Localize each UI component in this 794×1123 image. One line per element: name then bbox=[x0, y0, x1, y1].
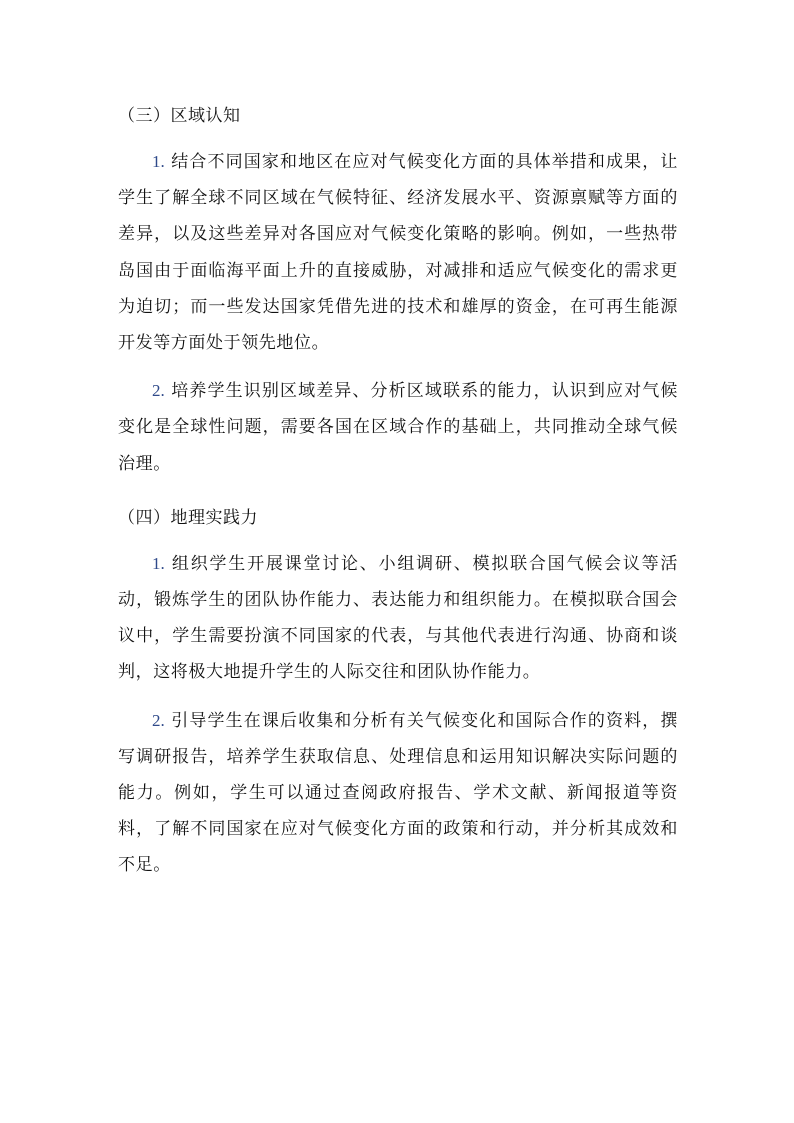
section-heading-geographic-practice: （四）地理实践力 bbox=[118, 507, 258, 528]
paragraph-text: 结合不同国家和地区在应对气候变化方面的具体举措和成果，让学生了解全球不同区域在气候特征、经济发展水平、资源禀赋等方面的差异，以及这些差异对各国应对气候变化策略的影响。例如，一些热带岛国由于面临海平面上升的直接威胁，对减排和适应气候变化的需求更为迫切；而一些发达国家凭借先进的技术和雄厚的资金，在可再生能源开发等方面处于领先地位。 bbox=[118, 152, 678, 354]
list-number: 1. bbox=[152, 152, 165, 171]
paragraph-practice-1 bbox=[118, 546, 678, 691]
paragraph-regional-1 bbox=[118, 144, 678, 361]
section-heading-regional-cognition: （三）区域认知 bbox=[118, 106, 241, 126]
paragraph-practice-2 bbox=[118, 703, 678, 884]
list-number: 1. bbox=[152, 553, 165, 573]
paragraph-text: 培养学生识别区域差异、分析区域联系的能力，认识到应对气候变化是全球性问题，需要各国在区域合作的基础上，共同推动全球气候治理。 bbox=[118, 381, 678, 474]
list-number: 2. bbox=[152, 381, 165, 401]
paragraph-regional-2 bbox=[118, 373, 678, 482]
paragraph-text: 组织学生开展课堂讨论、小组调研、模拟联合国气候会议等活动，锻炼学生的团队协作能力、表达能力和组织能力。在模拟联合国会议中，学生需要扮演不同国家的代表，与其他代表进行沟通、协商和谈判，这将极大地提升学生的人际交往和团队协作能力。 bbox=[118, 553, 678, 683]
list-number: 2. bbox=[152, 710, 165, 730]
paragraph-text: 引导学生在课后收集和分析有关气候变化和国际合作的资料，撰写调研报告，培养学生获取信息、处理信息和运用知识解决实际问题的能力。例如，学生可以通过查阅政府报告、学术文献、新闻报道等资料，了解不同国家在应对气候变化方面的政策和行动，并分析其成效和不足。 bbox=[118, 710, 678, 876]
document-body bbox=[118, 96, 678, 884]
